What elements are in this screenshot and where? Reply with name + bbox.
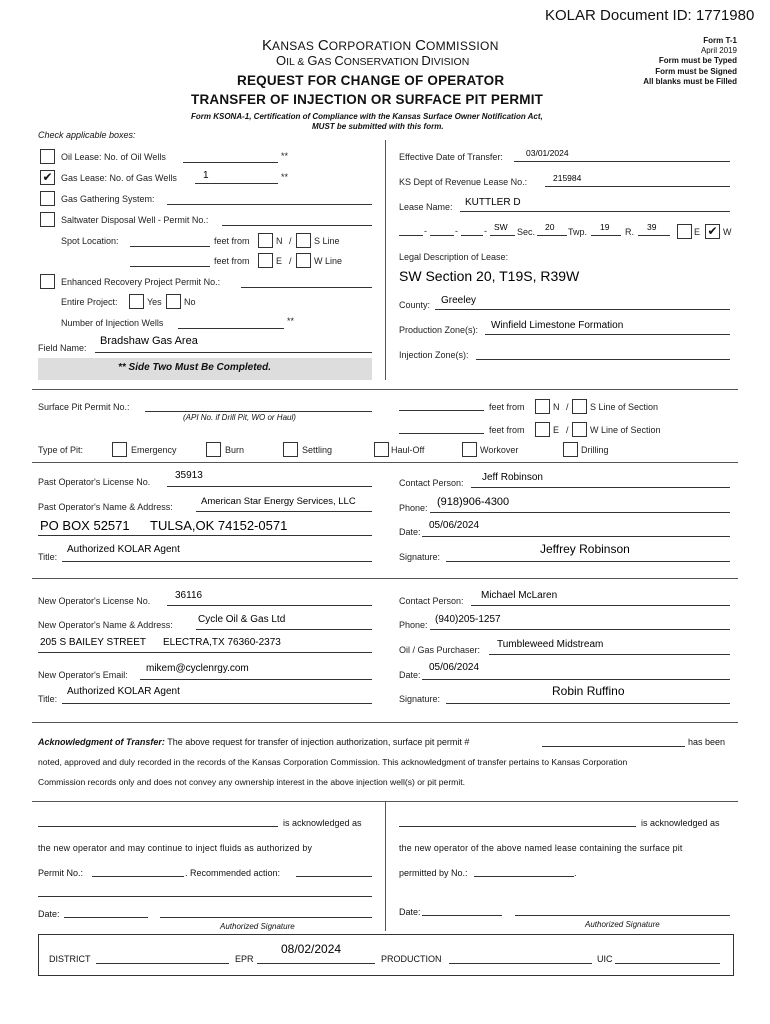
pit-e-checkbox[interactable] xyxy=(535,422,550,437)
spot-n-label: N xyxy=(276,236,283,246)
county-label: County: xyxy=(399,300,431,310)
past-operator-rule xyxy=(32,462,738,463)
production-field[interactable] xyxy=(449,963,592,964)
entire-project-label: Entire Project: xyxy=(61,297,118,307)
pit-section-rule xyxy=(32,389,738,390)
quarter-3-field[interactable] xyxy=(461,235,483,236)
injection-stars: ** xyxy=(287,316,295,326)
ack-heading: Acknowledgment of Transfer: xyxy=(38,737,165,747)
new-date-label: Date: xyxy=(399,670,421,680)
range-w-checkbox[interactable]: ✔ xyxy=(705,224,720,239)
new-title-field[interactable] xyxy=(62,703,372,704)
range-e-checkbox[interactable] xyxy=(677,224,692,239)
past-signature-label: Signature: xyxy=(399,552,441,562)
lease-name-field[interactable] xyxy=(460,211,730,212)
new-purchaser-label: Oil / Gas Purchaser: xyxy=(399,645,481,655)
gas-lease-checkbox[interactable]: ✔ xyxy=(40,170,55,185)
new-license-value: 36116 xyxy=(175,590,203,601)
new-signature-field[interactable] xyxy=(446,703,730,704)
new-purchaser-field[interactable] xyxy=(489,654,730,655)
past-date-value: 05/06/2024 xyxy=(429,520,480,531)
range-field[interactable] xyxy=(638,235,670,236)
ack-left-acknowledged: is acknowledged as xyxy=(283,818,362,828)
gas-gathering-label: Gas Gathering System: xyxy=(61,194,155,204)
spot-n-checkbox[interactable] xyxy=(258,233,273,248)
gas-gathering-field[interactable] xyxy=(167,204,372,205)
spot-s-line-label: S Line xyxy=(314,236,340,246)
spot-e-checkbox[interactable] xyxy=(258,253,273,268)
epr-field[interactable] xyxy=(257,963,375,964)
ack-auth-sig-left: Authorized Signature xyxy=(220,922,295,931)
ack-left-new-operator: the new operator and may continue to inject fluids as authorized by xyxy=(38,843,313,853)
range-e-label: E xyxy=(694,227,701,237)
quarter-dash-2: - xyxy=(455,226,458,236)
ack-auth-sig-right: Authorized Signature xyxy=(585,920,660,929)
past-signature-value: Jeffrey Robinson xyxy=(540,542,630,556)
ksona-note-line2: MUST be submitted with this form. xyxy=(312,122,444,131)
pit-slash-2: / xyxy=(566,425,569,435)
enhanced-recovery-checkbox[interactable] xyxy=(40,274,55,289)
new-address-line1: 205 S BAILEY STREET xyxy=(40,637,146,648)
oil-lease-checkbox[interactable] xyxy=(40,149,55,164)
new-signature-label: Signature: xyxy=(399,694,441,704)
new-license-label: New Operator's License No. xyxy=(38,596,151,606)
pit-burn-label: Burn xyxy=(225,445,245,455)
injection-wells-field[interactable] xyxy=(178,328,284,329)
entire-project-yes-label: Yes xyxy=(147,297,162,307)
new-email-field[interactable] xyxy=(140,679,372,680)
twp-field[interactable] xyxy=(591,235,621,236)
gas-stars: ** xyxy=(281,172,289,182)
pit-n-checkbox[interactable] xyxy=(535,399,550,414)
pit-n-label: N xyxy=(553,402,560,412)
check-boxes-label: Check applicable boxes: xyxy=(38,130,136,140)
ack-signature-left-field[interactable] xyxy=(160,917,372,918)
pit-ns-feet-field[interactable] xyxy=(399,410,484,411)
ack-recommended-field[interactable] xyxy=(296,876,372,877)
ack-divider xyxy=(385,801,386,931)
ack-date-left-label: Date: xyxy=(38,909,60,919)
ack-date-left-field[interactable] xyxy=(64,917,148,918)
oil-lease-label: Oil Lease: No. of Oil Wells xyxy=(61,152,166,162)
new-phone-value: (940)205-1257 xyxy=(435,614,501,625)
pit-drilling-checkbox[interactable] xyxy=(563,442,578,457)
past-license-field[interactable] xyxy=(167,486,372,487)
api-note: (API No. if Drill Pit, WO or Haul) xyxy=(183,413,296,422)
production-zone-field[interactable] xyxy=(485,334,730,335)
pit-s-checkbox[interactable] xyxy=(572,399,587,414)
production-label: PRODUCTION xyxy=(381,954,442,964)
ack-permit-no-field[interactable] xyxy=(92,876,184,877)
county-value: Greeley xyxy=(441,295,477,306)
ack-right-acknowledged: is acknowledged as xyxy=(641,818,720,828)
surface-pit-field[interactable] xyxy=(145,411,372,412)
new-operator-rule xyxy=(32,578,738,579)
form-title-line1: REQUEST FOR CHANGE OF OPERATOR xyxy=(237,73,505,88)
saltwater-label: Saltwater Disposal Well - Permit No.: xyxy=(61,215,209,225)
pit-settling-label: Settling xyxy=(302,445,333,455)
pit-slash-1: / xyxy=(566,402,569,412)
past-license-label: Past Operator's License No. xyxy=(38,477,151,487)
legal-description-label: Legal Description of Lease: xyxy=(399,252,509,262)
injection-zone-field[interactable] xyxy=(476,359,730,360)
effective-date-value: 03/01/2024 xyxy=(526,148,569,158)
division-name: OIL & GAS CONSERVATION DIVISION xyxy=(276,53,470,68)
gas-gathering-checkbox[interactable] xyxy=(40,191,55,206)
district-label: DISTRICT xyxy=(49,954,91,964)
past-phone-label: Phone: xyxy=(399,503,428,513)
pit-feet-from-1: feet from xyxy=(489,402,525,412)
ack-permit-no-label: Permit No.: xyxy=(38,868,84,878)
section-divider xyxy=(385,140,386,380)
ack-permitted-by-label: permitted by No.: xyxy=(399,868,468,878)
past-license-value: 35913 xyxy=(175,470,203,481)
county-field[interactable] xyxy=(435,309,730,310)
past-name-label: Past Operator's Name & Address: xyxy=(38,502,173,512)
district-field[interactable] xyxy=(96,963,229,964)
ack-pit-permit-field[interactable] xyxy=(542,746,685,747)
past-contact-value: Jeff Robinson xyxy=(482,472,543,483)
form-date: April 2019 xyxy=(700,46,737,55)
pit-emergency-checkbox[interactable] xyxy=(112,442,127,457)
past-date-field[interactable] xyxy=(422,536,730,537)
legal-description-value: SW Section 20, T19S, R39W xyxy=(399,268,580,284)
enhanced-permit-field[interactable] xyxy=(241,287,372,288)
pit-workover-label: Workover xyxy=(480,445,519,455)
ack-left-operator-field[interactable] xyxy=(38,826,278,827)
range-value: 39 xyxy=(647,222,657,232)
form-number: Form T-1 xyxy=(703,36,737,45)
ack-has-been: has been xyxy=(688,737,726,747)
new-title-value: Authorized KOLAR Agent xyxy=(67,686,180,697)
past-contact-label: Contact Person: xyxy=(399,478,464,488)
ack-permitted-by-field[interactable] xyxy=(474,876,574,877)
quarter-1-field[interactable] xyxy=(399,235,423,236)
past-address-field[interactable] xyxy=(38,535,372,536)
pit-hauloff-checkbox[interactable] xyxy=(374,442,389,457)
lease-name-label: Lease Name: xyxy=(399,202,453,212)
ack-signature-right-field[interactable] xyxy=(515,915,730,916)
form-requirement-filled: All blanks must be Filled xyxy=(643,77,737,86)
past-name-value: American Star Energy Services, LLC xyxy=(201,496,356,507)
field-name-field[interactable] xyxy=(95,352,372,353)
ack-text1: The above request for transfer of injection authorization, surface pit permit # xyxy=(167,737,470,747)
gas-lease-label: Gas Lease: No. of Gas Wells xyxy=(61,173,177,183)
past-name-field[interactable] xyxy=(196,511,372,512)
quarter-2-field[interactable] xyxy=(430,235,454,236)
ack-text2: noted, approved and duly recorded in the records of the Kansas Corporation Commission. This acknowledgment of transfer pertains to Kansas Corporation xyxy=(38,757,628,767)
ack-line1 xyxy=(38,737,469,747)
new-contact-label: Contact Person: xyxy=(399,596,464,606)
spot-ns-feet-field[interactable] xyxy=(130,246,210,247)
pit-s-line-label: S Line of Section xyxy=(590,402,659,412)
document-id: KOLAR Document ID: 1771980 xyxy=(545,7,755,24)
ks-dept-lease-value: 215984 xyxy=(553,173,582,183)
ack-right-operator-field[interactable] xyxy=(399,826,636,827)
past-date-label: Date: xyxy=(399,527,421,537)
pit-feet-from-2: feet from xyxy=(489,425,525,435)
ack-section-rule xyxy=(32,722,738,723)
new-email-label: New Operator's Email: xyxy=(38,670,128,680)
spot-feet-from-1: feet from xyxy=(214,236,250,246)
sec-value: 20 xyxy=(545,222,555,232)
past-title-field[interactable] xyxy=(62,561,372,562)
new-contact-value: Michael McLaren xyxy=(481,590,558,601)
pit-workover-checkbox[interactable] xyxy=(462,442,477,457)
pit-hauloff-label: Haul-Off xyxy=(391,445,425,455)
ks-dept-lease-label: KS Dept of Revenue Lease No.: xyxy=(399,177,528,187)
new-purchaser-value: Tumbleweed Midstream xyxy=(497,639,604,650)
uic-label: UIC xyxy=(597,954,613,964)
enhanced-recovery-label: Enhanced Recovery Project Permit No.: xyxy=(61,277,221,287)
spot-slash-1: / xyxy=(289,236,292,246)
new-signature-value: Robin Ruffino xyxy=(552,684,625,698)
past-phone-field[interactable] xyxy=(430,512,730,513)
surface-pit-label: Surface Pit Permit No.: xyxy=(38,402,130,412)
agency-name: KANSAS CORPORATION COMMISSION xyxy=(262,37,499,54)
uic-field[interactable] xyxy=(615,963,720,964)
pit-ew-feet-field[interactable] xyxy=(399,433,484,434)
range-label: R. xyxy=(625,227,634,237)
sec-field[interactable] xyxy=(537,235,567,236)
quarter-4-field[interactable] xyxy=(490,235,515,236)
type-of-pit-label: Type of Pit: xyxy=(38,445,84,455)
epr-value: 08/02/2024 xyxy=(281,942,342,956)
spot-ew-feet-field[interactable] xyxy=(130,266,210,267)
new-address-field[interactable] xyxy=(38,652,372,653)
ack-right-new-operator: the new operator of the above named lease containing the surface pit xyxy=(399,843,683,853)
new-title-label: Title: xyxy=(38,694,58,704)
ack-permitted-by-period: . xyxy=(574,868,577,878)
past-title-label: Title: xyxy=(38,552,58,562)
new-address-line2: ELECTRA,TX 76360-2373 xyxy=(163,637,281,648)
pit-burn-checkbox[interactable] xyxy=(206,442,221,457)
spot-s-checkbox[interactable] xyxy=(296,233,311,248)
production-zone-value: Winfield Limestone Formation xyxy=(491,320,624,331)
ks-dept-lease-field[interactable] xyxy=(545,186,730,187)
pit-e-label: E xyxy=(553,425,560,435)
ack-recommended-field-2[interactable] xyxy=(38,896,372,897)
new-date-field[interactable] xyxy=(422,679,730,680)
new-phone-label: Phone: xyxy=(399,620,428,630)
gas-wells-value: 1 xyxy=(203,170,209,181)
saltwater-permit-field[interactable] xyxy=(222,225,372,226)
lease-name-value: KUTTLER D xyxy=(465,197,521,208)
gas-wells-field[interactable] xyxy=(195,183,278,184)
new-name-value: Cycle Oil & Gas Ltd xyxy=(198,614,286,625)
pit-settling-checkbox[interactable] xyxy=(283,442,298,457)
field-name-label: Field Name: xyxy=(38,343,87,353)
new-email-value: mikem@cyclenrgy.com xyxy=(146,663,249,674)
new-name-label: New Operator's Name & Address: xyxy=(38,620,173,630)
quarter-dash-3: - xyxy=(484,226,487,236)
new-phone-field[interactable] xyxy=(430,629,730,630)
form-title-line2: TRANSFER OF INJECTION OR SURFACE PIT PERMIT xyxy=(191,92,544,107)
past-title-value: Authorized KOLAR Agent xyxy=(67,544,180,555)
epr-label: EPR xyxy=(235,954,254,964)
past-contact-field[interactable] xyxy=(471,487,730,488)
oil-wells-field[interactable] xyxy=(183,162,278,163)
field-name-value: Bradshaw Gas Area xyxy=(100,335,198,347)
ack-recommended-label: . Recommended action: xyxy=(185,868,281,878)
spot-w-line-label: W Line xyxy=(314,256,343,266)
past-phone-value: (918)906-4300 xyxy=(437,496,510,508)
entire-project-no-checkbox[interactable] xyxy=(166,294,181,309)
injection-zone-label: Injection Zone(s): xyxy=(399,350,469,360)
saltwater-checkbox[interactable] xyxy=(40,212,55,227)
pit-w-line-label: W Line of Section xyxy=(590,425,661,435)
side-two-notice: ** Side Two Must Be Completed. xyxy=(118,362,271,373)
entire-project-no-label: No xyxy=(184,297,196,307)
ack-text3: Commission records only and does not convey any ownership interest in the above injection well(s) or pit permit. xyxy=(38,777,466,787)
injection-wells-label: Number of Injection Wells xyxy=(61,318,164,328)
new-date-value: 05/06/2024 xyxy=(429,662,480,673)
new-contact-field[interactable] xyxy=(471,605,730,606)
new-name-field[interactable] xyxy=(196,629,372,630)
twp-label: Twp. xyxy=(568,227,588,237)
form-requirement-typed: Form must be Typed xyxy=(658,56,737,65)
pit-w-checkbox[interactable] xyxy=(572,422,587,437)
pit-emergency-label: Emergency xyxy=(131,445,177,455)
spot-w-checkbox[interactable] xyxy=(296,253,311,268)
past-address-line1: PO BOX 52571 xyxy=(40,518,130,533)
spot-location-label: Spot Location: xyxy=(61,236,119,246)
range-w-label: W xyxy=(723,227,732,237)
spot-feet-from-2: feet from xyxy=(214,256,250,266)
spot-slash-2: / xyxy=(289,256,292,266)
production-zone-label: Production Zone(s): xyxy=(399,325,479,335)
sec-label: Sec. xyxy=(517,227,536,237)
ack-date-right-label: Date: xyxy=(399,907,421,917)
quarter-dash-1: - xyxy=(424,226,427,236)
effective-date-field[interactable] xyxy=(514,161,730,162)
form-requirement-signed: Form must be Signed xyxy=(655,67,737,76)
effective-date-label: Effective Date of Transfer: xyxy=(399,152,503,162)
new-license-field[interactable] xyxy=(167,605,372,606)
ack-date-right-field[interactable] xyxy=(422,915,502,916)
pit-drilling-label: Drilling xyxy=(581,445,609,455)
spot-e-label: E xyxy=(276,256,283,266)
ksona-note-line1: Form KSONA-1, Certification of Compliance with the Kansas Surface Owner Notification Act, xyxy=(191,112,543,121)
oil-stars: ** xyxy=(281,151,289,161)
past-address-line2: TULSA,OK 74152-0571 xyxy=(150,518,288,533)
past-signature-field[interactable] xyxy=(446,561,730,562)
quarter-value: SW xyxy=(494,222,508,232)
twp-value: 19 xyxy=(600,222,610,232)
entire-project-yes-checkbox[interactable] xyxy=(129,294,144,309)
